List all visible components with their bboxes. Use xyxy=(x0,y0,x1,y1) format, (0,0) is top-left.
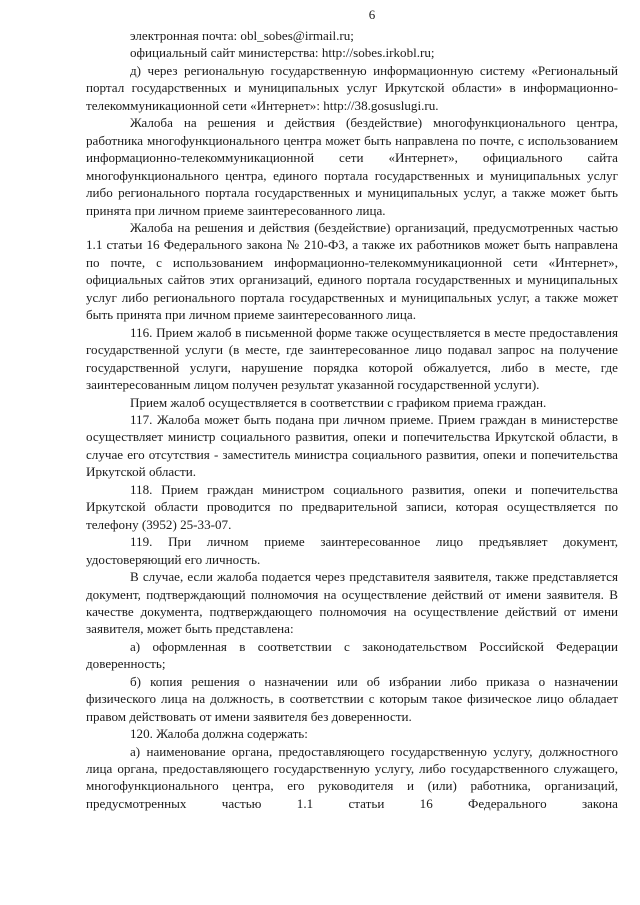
paragraph-organizations-complaint: Жалоба на решения и действия (бездействие) организаций, предусмотренных частью 1.1 статьи 16 Федерального закона № 210-ФЗ, а также их работников может быть направлена по почте, с использованием информационно-телекоммуникационной сети «Интернет», официальных сайтов этих организаций, единого портала государственных и муниципальных услуг либо регионального портала государственных и муниципальных услуг, а также может быть принята при личном приеме заинтересованного лица. xyxy=(86,219,618,323)
paragraph-mfc-complaint: Жалоба на решения и действия (бездействие) многофункционального центра, работника многофункционального центра может быть направлена по почте, с использованием информационно-телекоммуникационной сети «Интернет», официального сайта многофункционального центра, единого портала государственных и муниципальных услуг либо регионального портала государственных и муниципальных услуг, а также может быть принята при личном приеме заинтересованного лица. xyxy=(86,115,618,218)
paragraph-schedule: Прием жалоб осуществляется в соответствии с графиком приема граждан. xyxy=(130,394,547,410)
paragraph-regional-portal: д) через региональную государственную информационную систему «Региональный портал государственных и муниципальных услуг Иркутской области» в информационно-телекоммуникационной сети «Интернет»: http://38.gosuslugi.ru. xyxy=(86,62,618,113)
paragraph-representative: В случае, если жалоба подается через представителя заявителя, также представляется документ, подтверждающий полномочия на осуществление действий от имени заявителя. В качестве документа, подтверждающего полномочия на осуществление действий от имени заявителя, может быть представлена: xyxy=(86,569,618,637)
paragraph-email: электронная почта: obl_sobes@irmail.ru; xyxy=(130,28,354,43)
paragraph-item-b-appointment: б) копия решения о назначении или об избрании либо приказа о назначении физического лица на должность, в соответствии с которым такое физическое лицо обладает правом действовать от имени заявителя без доверенности. xyxy=(86,673,618,724)
page-number: 6 xyxy=(368,7,376,22)
paragraph-117: 117. Жалоба может быть подана при личном приеме. Прием граждан в министерстве осуществляет министр социального развития, опеки и попечительства Иркутской области, в случае его отсутствия - заместитель министра социального развития, опеки и попечительства Иркутской области. xyxy=(86,411,618,480)
paragraph-119: 119. При личном приеме заинтересованное лицо предъявляет документ, удостоверяющий его личность. xyxy=(86,534,618,567)
paragraph-116: 116. Прием жалоб в письменной форме также осуществляется в месте предоставления государственной услуги (в месте, где заинтересованное лицо подавал запрос на получение государственной услуги, нарушение порядка которой обжалуется, либо в месте, где заинтересованным лицом получен результат указанной государственной услуги). xyxy=(86,324,618,393)
paragraph-118: 118. Прием граждан министром социального развития, опеки и попечительства Иркутской области проводится по предварительной записи, которая осуществляется по телефону (3952) 25-33-07. xyxy=(86,481,618,532)
paragraph-120: 120. Жалоба должна содержать: xyxy=(130,726,308,742)
paragraph-item-a-power-of-attorney: а) оформленная в соответствии с законодательством Российской Федерации доверенность; xyxy=(86,638,618,672)
paragraph-website: официальный сайт министерства: http://sobes.irkobl.ru; xyxy=(130,45,435,61)
paragraph-item-a-name-of-body: а) наименование органа, предоставляющего государственную услугу, должностного лица органа, предоставляющего государственную услугу, либо государственного служащего, многофункционального центра, его руководителя и (или) работника, организаций, предусмотренных частью 1.1 статьи 16 Федерального закона xyxy=(86,743,618,811)
